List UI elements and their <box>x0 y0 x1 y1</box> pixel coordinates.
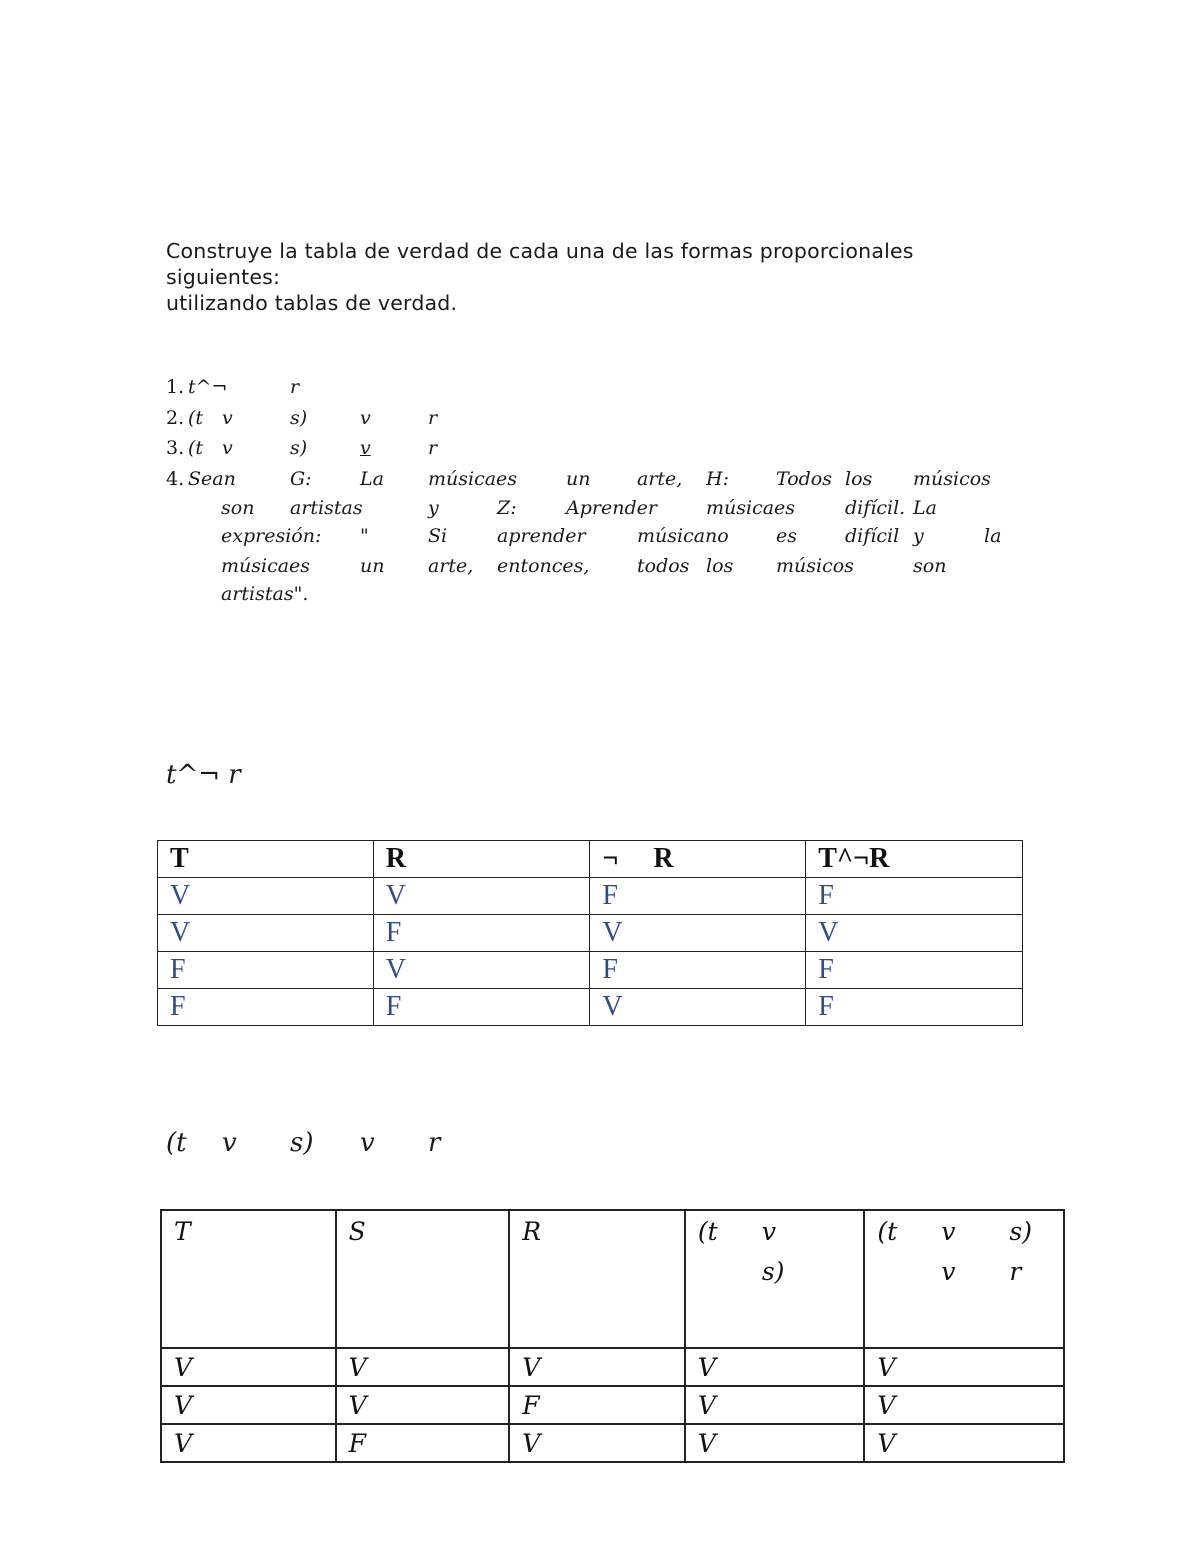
table-cell: V <box>685 1348 865 1386</box>
word: músicos <box>913 468 991 490</box>
word: difícil. <box>845 497 906 519</box>
table-cell: V <box>161 1424 336 1462</box>
word: G: <box>290 468 312 490</box>
formula-token: s) <box>1009 1217 1033 1246</box>
truth-table-2 <box>160 1209 1065 1463</box>
word: difícil <box>845 525 900 547</box>
word: los <box>706 555 734 577</box>
table-row <box>161 1348 1064 1386</box>
table-cell: F <box>336 1424 510 1462</box>
formula-token: (t <box>166 1128 187 1158</box>
table-cell: V <box>373 952 590 989</box>
formula-token: v <box>941 1257 956 1286</box>
formula-token: v <box>222 1128 237 1158</box>
word: Aprender <box>566 497 657 519</box>
formula-token: r <box>428 1128 441 1158</box>
word: La <box>360 468 384 490</box>
formula-token: v <box>222 407 233 429</box>
list-number: 1. <box>166 376 185 398</box>
table-row <box>161 1424 1064 1462</box>
table-cell: F <box>158 989 374 1026</box>
table-cell: F <box>373 989 590 1026</box>
header-cell-not-r: ¬ R <box>590 841 806 878</box>
table-cell: V <box>509 1348 685 1386</box>
table-cell: V <box>161 1386 336 1424</box>
word: Sean <box>188 468 236 490</box>
table-cell: V <box>864 1424 1064 1462</box>
table-cell: V <box>806 915 1023 952</box>
intro-line-1: Construye la tabla de verdad de cada una de las formas proporcionales <box>166 239 914 263</box>
table-row <box>158 989 1023 1026</box>
header-cell-t-and-not-r: T^¬R <box>806 841 1023 878</box>
formula-token: v <box>360 1128 375 1158</box>
word: artistas". <box>221 583 309 605</box>
word: arte, <box>428 555 474 577</box>
table-cell: F <box>806 989 1023 1026</box>
formula-token: (t <box>188 407 204 429</box>
word: músicaes <box>428 468 518 490</box>
table-cell: F <box>509 1386 685 1424</box>
formula-token: v <box>941 1217 956 1246</box>
formula-token: r <box>1009 1257 1022 1286</box>
word: la <box>984 525 1002 547</box>
table-cell: F <box>158 952 374 989</box>
formula-token: s) <box>761 1257 785 1286</box>
formula-token: v <box>761 1217 776 1246</box>
word: La <box>913 497 937 519</box>
header-cell-r: R <box>509 1210 685 1348</box>
header-cell-r: R <box>373 841 590 878</box>
formula-token: (t <box>697 1217 718 1246</box>
formula-token-underlined: v <box>360 437 371 459</box>
word: músicano <box>637 525 729 547</box>
list-number: 3. <box>166 437 185 459</box>
word: son <box>913 555 947 577</box>
word: Z: <box>497 497 517 519</box>
formula-token: s) <box>290 1128 314 1158</box>
section2-formula <box>0 1128 600 1168</box>
intro-line-3: utilizando tablas de verdad. <box>166 291 458 315</box>
formula-token: r <box>290 376 300 398</box>
section1-formula: t^¬ r <box>166 760 241 790</box>
formula-token: v <box>360 407 371 429</box>
table-cell: V <box>685 1424 865 1462</box>
table-cell: F <box>590 878 806 915</box>
table-cell: V <box>158 878 374 915</box>
word: y <box>428 497 439 519</box>
word: aprender <box>497 525 586 547</box>
table-cell: F <box>373 915 590 952</box>
formula-token: v <box>222 437 233 459</box>
word: " <box>360 525 369 547</box>
table-header-row <box>158 841 1023 878</box>
word: es <box>776 525 797 547</box>
table-cell: V <box>336 1348 510 1386</box>
table-cell: F <box>806 878 1023 915</box>
formula-token: (t <box>188 437 204 459</box>
table-cell: V <box>590 915 806 952</box>
word: H: <box>706 468 729 490</box>
word: un <box>360 555 385 577</box>
table-cell: F <box>806 952 1023 989</box>
word: músicaes <box>706 497 796 519</box>
word: artistas <box>290 497 363 519</box>
word: Si <box>428 525 448 547</box>
table-cell: V <box>336 1386 510 1424</box>
table-cell: V <box>864 1386 1064 1424</box>
table-cell: V <box>158 915 374 952</box>
word: todos <box>637 555 690 577</box>
exercise-list <box>0 0 1200 620</box>
header-cell-t: T <box>161 1210 336 1348</box>
table-row <box>161 1386 1064 1424</box>
word: Todos <box>776 468 832 490</box>
table-cell: V <box>161 1348 336 1386</box>
list-number: 4. <box>166 468 185 490</box>
table-cell: V <box>373 878 590 915</box>
formula-token: (t <box>877 1217 898 1246</box>
word: los <box>845 468 873 490</box>
intro-line-2: siguientes: <box>166 265 281 289</box>
table-cell: V <box>864 1348 1064 1386</box>
list-number: 2. <box>166 407 185 429</box>
formula-token: r <box>428 407 438 429</box>
table-cell: F <box>590 952 806 989</box>
word: arte, <box>637 468 683 490</box>
table-row <box>158 915 1023 952</box>
word: músicos <box>776 555 854 577</box>
word: un <box>566 468 591 490</box>
formula-token: r <box>428 437 438 459</box>
header-cell-t-or-s <box>685 1210 865 1348</box>
header-cell-t: T <box>158 841 374 878</box>
table-row <box>158 952 1023 989</box>
word: son <box>221 497 255 519</box>
table-cell: V <box>509 1424 685 1462</box>
table-cell: V <box>590 989 806 1026</box>
table-cell: V <box>685 1386 865 1424</box>
table-row <box>158 878 1023 915</box>
formula-token: s) <box>290 407 308 429</box>
formula-token: s) <box>290 437 308 459</box>
header-cell-s: S <box>336 1210 510 1348</box>
word: músicaes <box>221 555 311 577</box>
word: expresión: <box>221 525 322 547</box>
truth-table-1 <box>157 840 1023 1026</box>
word: entonces, <box>497 555 590 577</box>
header-cell-result <box>864 1210 1064 1348</box>
word: y <box>913 525 924 547</box>
formula-token: t^¬ <box>188 376 228 398</box>
table-header-row <box>161 1210 1064 1348</box>
